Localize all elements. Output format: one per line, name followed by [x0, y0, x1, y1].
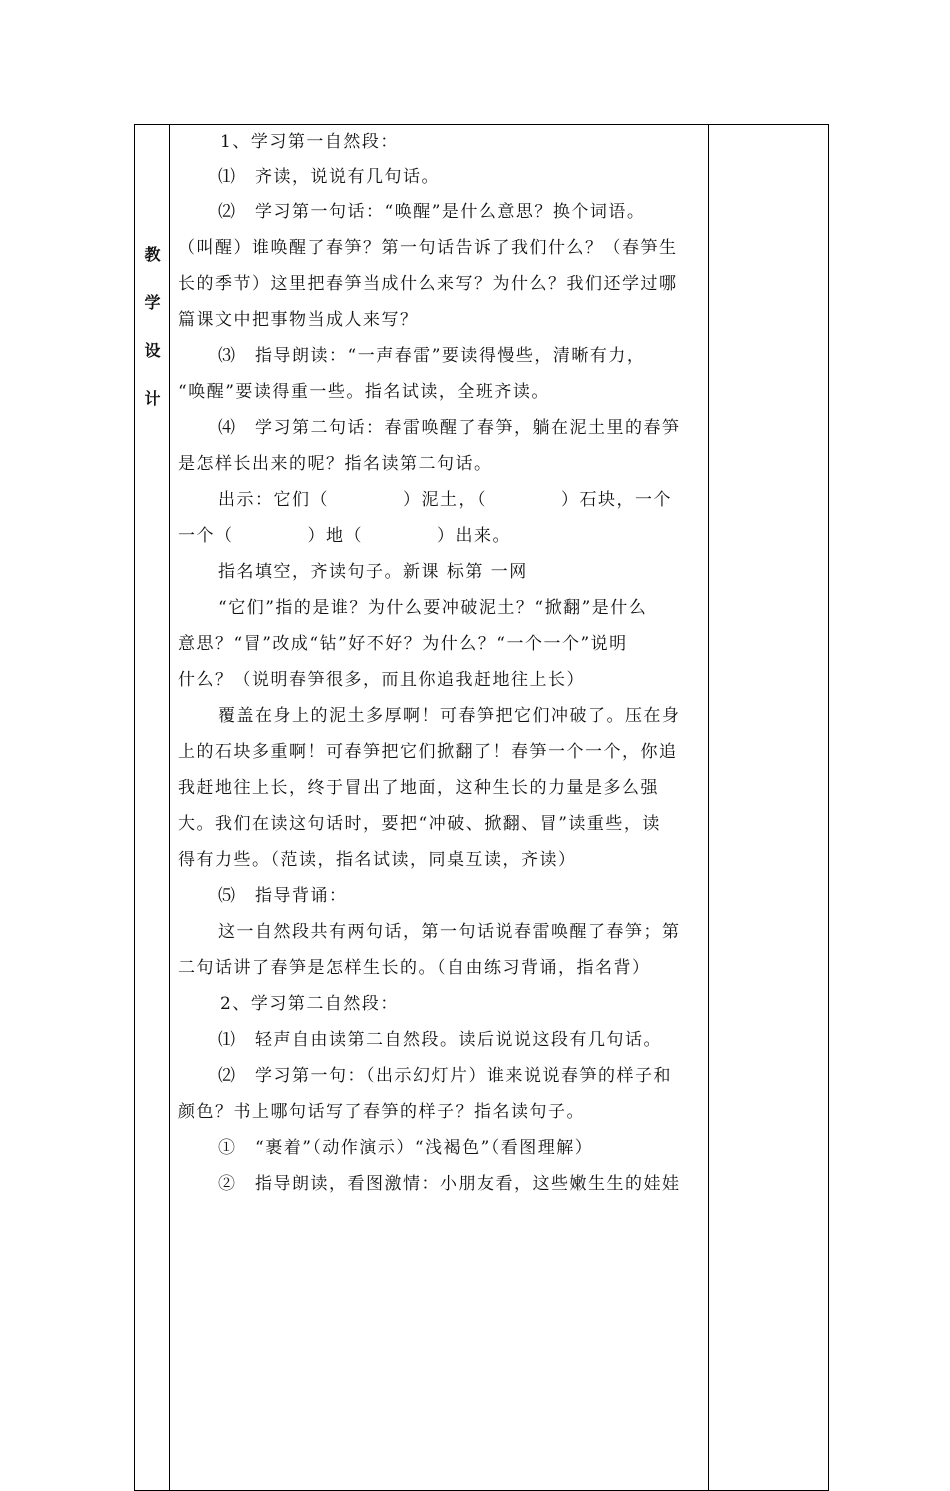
text-line: 我赶地往上长，终于冒出了地面，这种生长的力量是多么强 [178, 778, 659, 798]
text-line: 一个（ ）地（ ）出来。 [178, 526, 511, 546]
text-line: 是怎样长出来的呢？指名读第二句话。 [178, 454, 493, 474]
section-label-char: 学 [144, 293, 161, 312]
text-line: 颜色？书上哪句话写了春笋的样子？指名读句子。 [178, 1102, 585, 1122]
text-line: 得有力些。（范读，指名试读，同桌互读，齐读） [178, 850, 577, 870]
text-line: 1、学习第一自然段： [220, 132, 399, 152]
section-label-char: 设 [144, 341, 161, 360]
section-label [135, 243, 170, 435]
text-line: 意思？“冒”改成“钻”好不好？为什么？“一个一个”说明 [178, 634, 628, 654]
text-line: ⑶ 指导朗读：“一声春雷”要读得慢些，清晰有力， [218, 346, 646, 366]
text-line: 大。我们在读这句话时，要把“冲破、掀翻、冒”读重些，读 [178, 814, 661, 834]
text-line: （叫醒）谁唤醒了春笋？第一句话告诉了我们什么？（春笋生 [178, 238, 678, 258]
text-line: 上的石块多重啊！可春笋把它们掀翻了！春笋一个一个，你追 [178, 742, 678, 762]
text-line: “它们”指的是谁？为什么要冲破泥土？“掀翻”是什么 [218, 598, 648, 618]
text-line: ② 指导朗读，看图激情：小朋友看，这些嫩生生的娃娃 [218, 1174, 681, 1194]
section-label-char: 计 [144, 389, 161, 408]
text-line: 2、学习第二自然段： [220, 994, 399, 1014]
text-line: 篇课文中把事物当成人来写？ [178, 310, 419, 330]
text-line: 什么？（说明春笋很多，而且你追我赶地往上长） [178, 670, 585, 690]
text-line: ⑴ 轻声自由读第二自然段。读后说说这段有几句话。 [218, 1030, 662, 1050]
text-line: 出示：它们（ ）泥土，（ ）石块，一个 [218, 490, 672, 510]
text-line: 覆盖在身上的泥土多厚啊！可春笋把它们冲破了。压在身 [218, 706, 681, 726]
text-line: ⑴ 齐读，说说有几句话。 [218, 167, 440, 187]
text-line: 指名填空，齐读句子。新课 标第 一网 [218, 562, 528, 582]
text-line: ⑸ 指导背诵： [218, 886, 348, 906]
text-line: 这一自然段共有两句话，第一句话说春雷唤醒了春笋；第 [218, 922, 681, 942]
section-label-char: 教 [144, 245, 161, 264]
text-line: ⑵ 学习第一句话：“唤醒”是什么意思？换个词语。 [218, 202, 646, 222]
text-line: 长的季节）这里把春笋当成什么来写？为什么？我们还学过哪 [178, 274, 678, 294]
text-line: 二句话讲了春笋是怎样生长的。（自由练习背诵，指名背） [178, 958, 651, 978]
text-line: “唤醒”要读得重一些。指名试读，全班齐读。 [178, 382, 550, 402]
text-line: ⑵ 学习第一句：（出示幻灯片）谁来说说春笋的样子和 [218, 1066, 672, 1086]
text-line: ⑷ 学习第二句话：春雷唤醒了春笋，躺在泥土里的春笋 [218, 418, 681, 438]
notes-column-divider [708, 125, 709, 1490]
text-line: ① “裹着”（动作演示）“浅褐色”（看图理解） [218, 1138, 594, 1158]
